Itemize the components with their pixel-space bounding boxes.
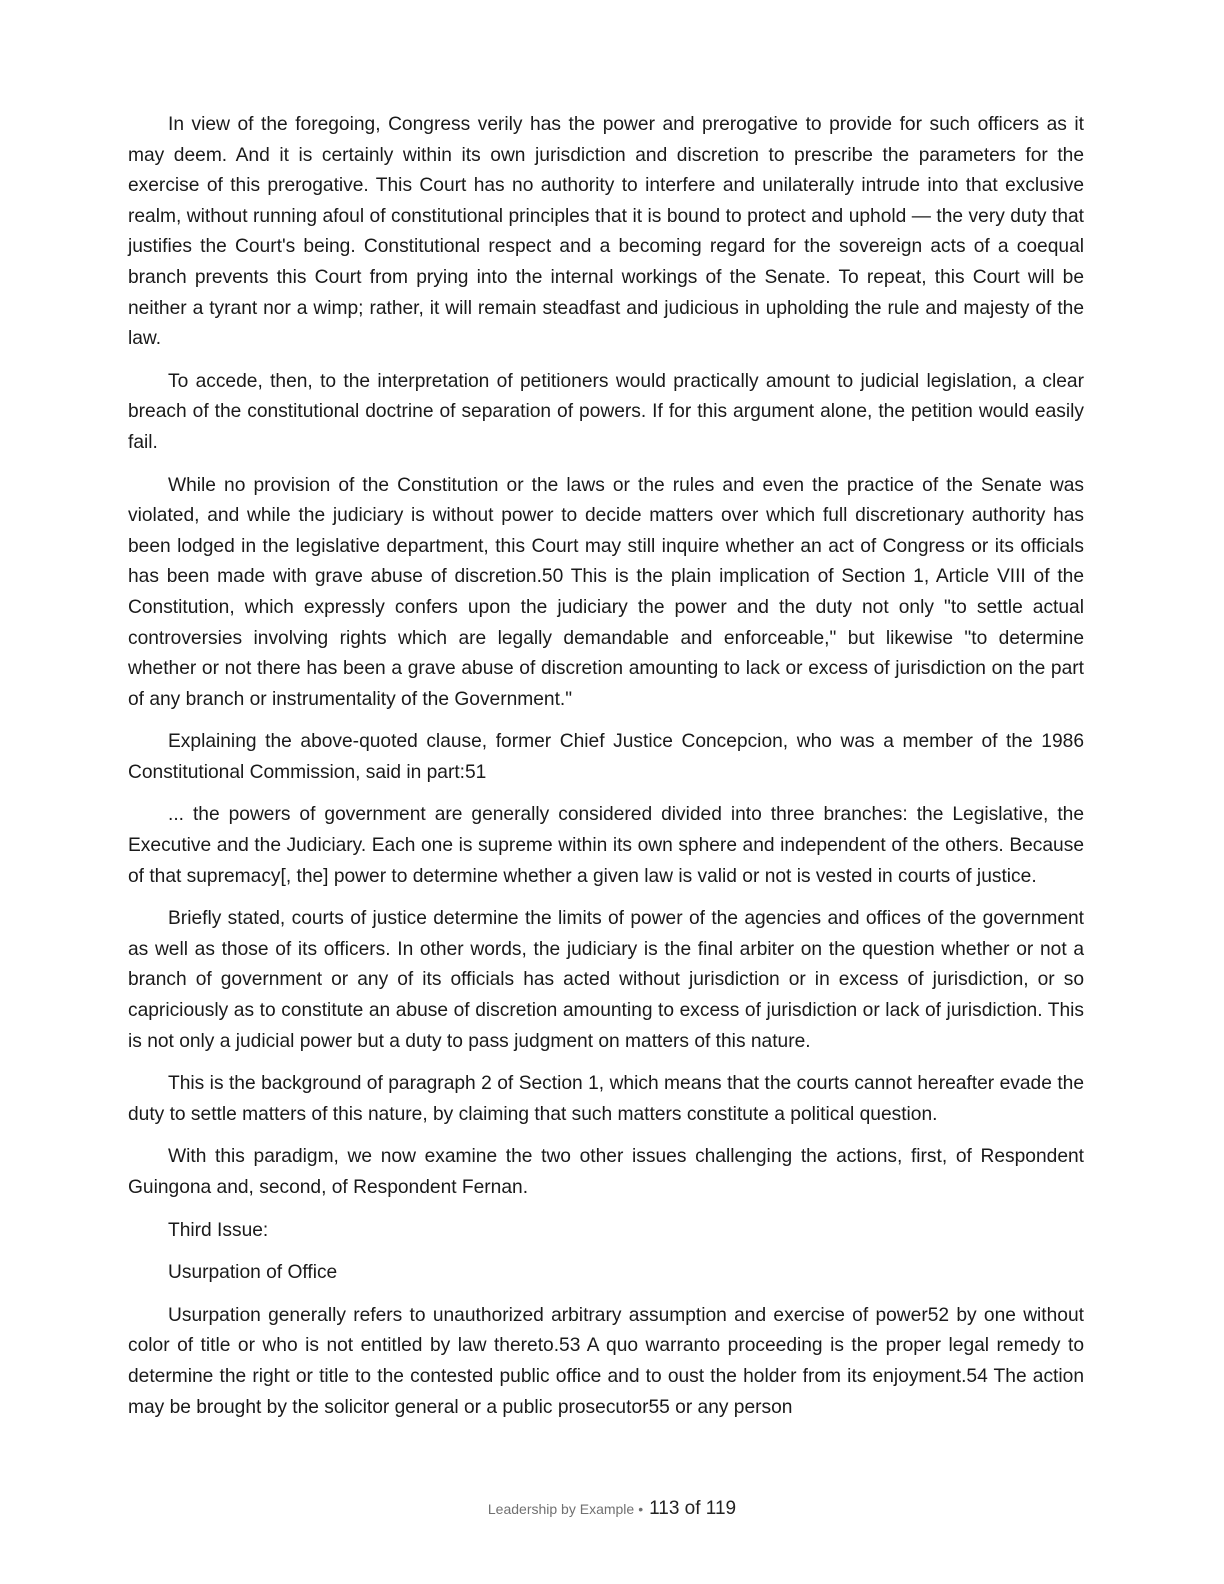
footer-page-number: 113 of 119 — [649, 1498, 737, 1519]
paragraph-paradigm: With this paradigm, we now examine the two other issues challenging the actions, first, of Respondent Guingona and, second, of Respondent Fernan. — [128, 1146, 1084, 1198]
footer-document-title: Leadership by Example — [487, 1501, 635, 1517]
paragraph-concepcion-intro: Explaining the above-quoted clause, former Chief Justice Concepcion, who was a member of the 1986 Constitutional Commission, said in part:51 — [128, 731, 1084, 783]
paragraph-grave-abuse: While no provision of the Constitution or the laws or the rules and even the practice of the Senate was violated, and while the judiciary is without power to decide matters over which full discretionary authority has been lodged in the legislative department, this Court may still inquire whether an act of Congress or its officials has been made with grave abuse of discretion.50 This is the plain implication of Section 1, Article VIII of the Constitution, which expressly confers upon the judiciary the power and the duty not only "to settle actual controversies involving rights which are legally demandable and enforceable," but likewise "to determine whether or not there has been a grave abuse of discretion amounting to lack or excess of jurisdiction on the part of any branch or instrumentality of the Government." — [128, 474, 1084, 710]
paragraph-courts-limits: Briefly stated, courts of justice determine the limits of power of the agencies and offices of the government as well as those of its officers. In other words, the judiciary is the final arbiter on the question whether or not a branch of government or any of its officials has acted without jurisdiction or in excess of jurisdiction, or so capriciously as to constitute an abuse of discretion amounting to excess of jurisdiction or lack of jurisdiction. This is not only a judicial power but a duty to pass judgment on matters of this nature. — [128, 908, 1084, 1052]
paragraph-congress-prerogative: In view of the foregoing, Congress verily has the power and prerogative to provide for such officers as it may deem. And it is certainly within its own jurisdiction and discretion to prescribe the parameters for the exercise of this prerogative. This Court has no authority to interfere and unilaterally intrude into that exclusive realm, without running afoul of constitutional principles that it is bound to protect and uphold — the very duty that justifies the Court's being. Constitutional respect and a becoming regard for the sovereign acts of a coequal branch prevents this Court from prying into the internal workings of the Senate. To repeat, this Court will be neither a tyrant nor a wimp; rather, it will remain steadfast and judicious in upholding the rule and majesty of the law. — [128, 114, 1084, 350]
paragraph-quoted-powers: ... the powers of government are generally considered divided into three branches: the Legislative, the Executive and the Judiciary. Each one is supreme within its own sphere and independent of the others. Because of that supremacy[, the] power to determine whether a given law is valid or not is vested in courts of justice. — [128, 804, 1084, 887]
section-heading-third-issue: Third Issue: — [168, 1219, 269, 1241]
document-body — [128, 110, 1084, 1435]
paragraph-background: This is the background of paragraph 2 of Section 1, which means that the courts cannot hereafter evade the duty to settle matters of this nature, by claiming that such matters constitute a political question. — [128, 1073, 1084, 1125]
paragraph-judicial-legislation: To accede, then, to the interpretation of petitioners would practically amount to judicial legislation, a clear breach of the constitutional doctrine of separation of powers. If for this argument alone, the petition would easily fail. — [128, 370, 1084, 453]
page-footer — [0, 1498, 1224, 1520]
section-subheading-usurpation: Usurpation of Office — [168, 1262, 338, 1284]
footer-bullet: • — [638, 1501, 644, 1517]
paragraph-usurpation: Usurpation generally refers to unauthorized arbitrary assumption and exercise of power52 by one without color of title or who is not entitled by law thereto.53 A quo warranto proceeding is the proper legal remedy to determine the right or title to the contested public office and to oust the holder from its enjoyment.54 The action may be brought by the solicitor general or a public prosecutor55 or any person — [128, 1304, 1084, 1418]
